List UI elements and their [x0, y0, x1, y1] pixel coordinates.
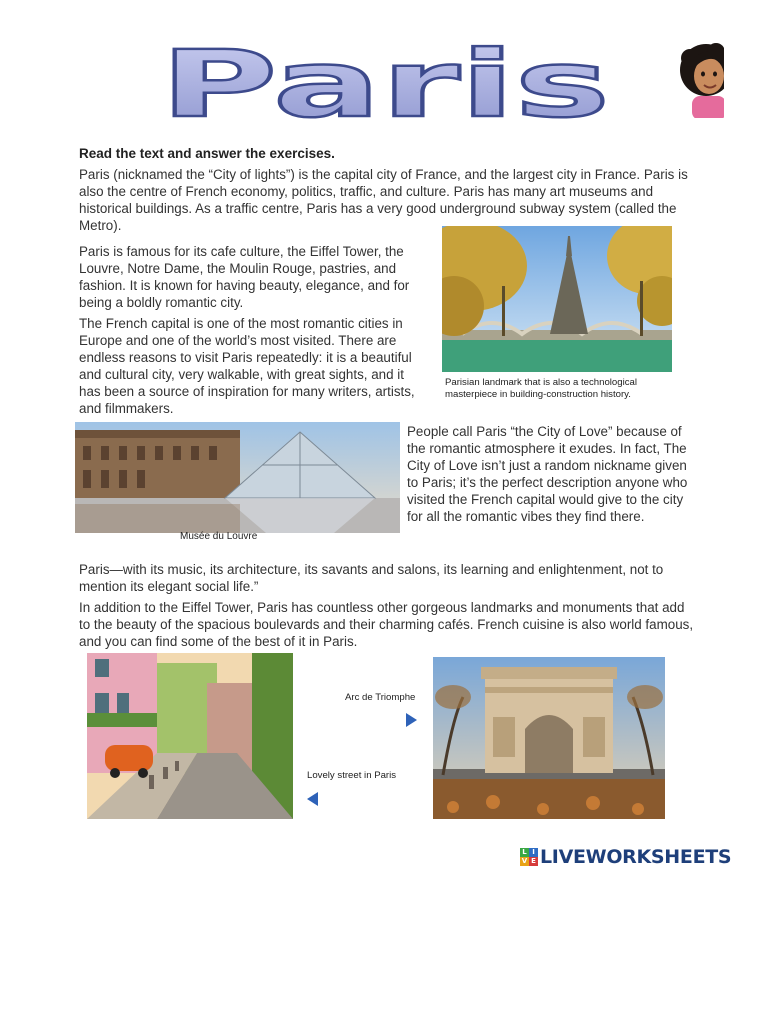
paragraph-architecture: Paris—with its music, its architecture, its savants and salons, its learning and enlightenment, not to mention its elegant social life.” — [79, 562, 664, 594]
street-image — [87, 653, 293, 819]
paragraph-city-of-love: People call Paris “the City of Love” because of the romantic atmosphere it exudes. In fact, The City of Love isn’t just a random nickname given to Paris; it’s the perfect description anyone who visited the French capital would give to the city for all the romantic vibes they find there. — [407, 424, 688, 524]
girl-avatar-icon — [676, 40, 724, 118]
arrow-left-icon — [307, 792, 318, 806]
logo-letter-i: I — [529, 848, 538, 857]
page-title — [150, 38, 620, 128]
logo-letter-v: V — [521, 857, 528, 865]
brand-name: LIVEWORKSHEETS — [540, 846, 732, 868]
eiffel-caption: Parisian landmark that is also a technological masterpiece in building-construction history. — [445, 377, 637, 400]
liveworksheets-logo-icon — [520, 848, 538, 866]
louvre-caption: Musée du Louvre — [180, 531, 258, 542]
arc-de-triomphe-image — [433, 657, 665, 819]
title-text: Paris — [160, 38, 610, 128]
eiffel-tower-image — [442, 226, 672, 372]
paragraph-landmarks: In addition to the Eiffel Tower, Paris has countless other gorgeous landmarks and monuments that add to the beauty of the spacious boulevards and their charming cafés. French cuisine is also world famous, and you can find some of the best of it in Paris. — [79, 600, 694, 649]
louvre-image — [75, 422, 400, 533]
paragraph-romantic: The French capital is one of the most romantic cities in Europe and one of the world’s most visited. There are endless reasons to visit Paris repeatedly: it is a beautiful and cultural city, very walkable, with great sights, and it has been a source of inspiration for many writers, artists, and filmmakers. — [79, 316, 415, 416]
logo-letter-l: L — [520, 848, 529, 857]
paragraph-famous: Paris is famous for its cafe culture, the Eiffel Tower, the Louvre, Notre Dame, the Moulin Rouge, pastries, and fashion. It is known for having beauty, elegance, and for being a boldly romantic city. — [79, 244, 410, 310]
instructions-heading: Read the text and answer the exercises. — [79, 146, 335, 161]
arrow-right-icon — [406, 713, 417, 727]
logo-letter-e: E — [529, 857, 538, 866]
paragraph-intro: Paris (nicknamed the “City of lights”) is the capital city of France, and the largest city in France. Paris is also the centre of French economy, politics, traffic, and culture. Paris has many art museums and historical buildings. As a traffic centre, Paris has a very good underground subway system (called the Metro). — [79, 167, 688, 233]
liveworksheets-brand — [520, 845, 731, 869]
arc-caption: Arc de Triomphe — [345, 692, 416, 703]
street-caption: Lovely street in Paris — [307, 770, 397, 781]
